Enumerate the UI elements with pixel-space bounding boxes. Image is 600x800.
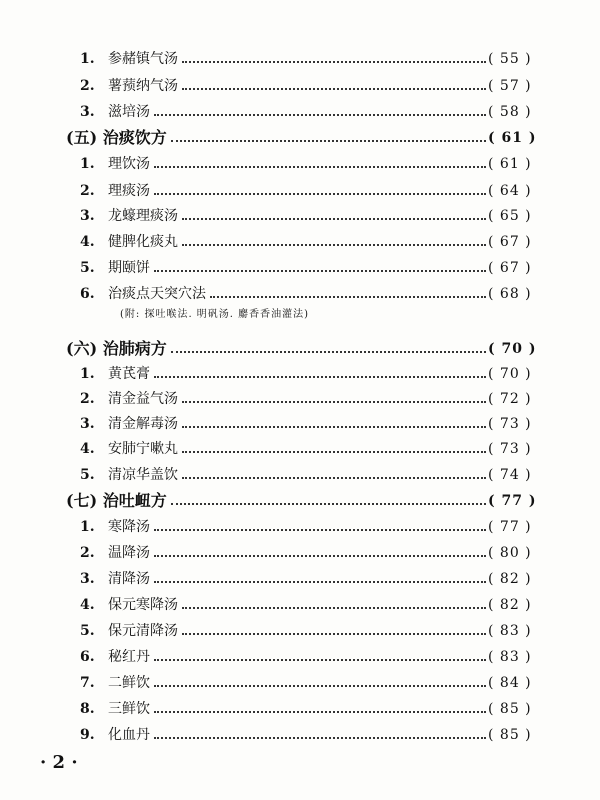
toc-entry [0, 229, 600, 255]
toc-entry [0, 618, 600, 644]
toc-entry [0, 255, 600, 281]
toc-section-title: (五) 治痰饮方 [66, 128, 167, 147]
dot-leader [182, 88, 486, 90]
toc-page-ref: ( 64 ) [488, 183, 532, 199]
toc-entry-number: 1. [80, 51, 95, 67]
toc-entry-number: 2. [80, 183, 95, 199]
toc-entry [0, 386, 600, 412]
toc-page-ref: ( 83 ) [488, 649, 532, 665]
dot-leader [171, 351, 486, 353]
toc-entry-number: 6. [80, 649, 95, 665]
toc-entry [0, 151, 600, 177]
toc-entry-title: 清凉华盖饮 [108, 467, 178, 483]
toc-entry-number: 5. [80, 467, 95, 483]
toc-entry [0, 644, 600, 670]
toc-entry-title: 期颐饼 [108, 260, 150, 276]
toc-entry-number: 3. [80, 208, 95, 224]
toc-entry [0, 361, 600, 387]
toc-entry [0, 436, 600, 462]
toc-page-ref: ( 70 ) [488, 341, 537, 357]
toc-entry-title: 秘红丹 [108, 649, 150, 665]
toc-section-heading [0, 336, 600, 362]
toc-entry-number: 5. [80, 260, 95, 276]
toc-page-ref: ( 84 ) [488, 675, 532, 691]
dot-leader [154, 737, 486, 739]
toc-entry-number: 4. [80, 234, 95, 250]
toc-entry [0, 411, 600, 437]
toc-entry [0, 566, 600, 592]
toc-page-ref: ( 67 ) [488, 234, 532, 250]
toc-page-ref: ( 85 ) [488, 701, 532, 717]
toc-entry-title: 滋培汤 [108, 104, 150, 120]
toc-entry-title: 寒降汤 [108, 519, 150, 535]
toc-entry [0, 46, 600, 72]
dot-leader [154, 376, 486, 378]
toc-entry-title: 三鲜饮 [108, 701, 150, 717]
toc-page-ref: ( 80 ) [488, 545, 532, 561]
toc-entry [0, 99, 600, 125]
dot-leader [171, 140, 486, 142]
toc-page-ref: ( 77 ) [488, 493, 537, 509]
dot-leader [210, 296, 486, 298]
toc-entry-number: 1. [80, 519, 95, 535]
dot-leader [182, 218, 486, 220]
toc-entry-title: 理饮汤 [108, 156, 150, 172]
dot-leader [154, 529, 486, 531]
toc-entry [0, 203, 600, 229]
toc-page-ref: ( 55 ) [488, 51, 532, 67]
toc-entry [0, 281, 600, 307]
toc-entry-title: 治痰点天突穴法 [108, 286, 206, 302]
toc-page-ref: ( 61 ) [488, 130, 537, 146]
toc-entry-number: 3. [80, 416, 95, 432]
toc-entry [0, 696, 600, 722]
toc-entry-number: 2. [80, 391, 95, 407]
toc-entry-title: 龙蠔理痰汤 [108, 208, 178, 224]
dot-leader [154, 555, 486, 557]
toc-entry [0, 178, 600, 204]
toc-section-title: (七) 治吐衄方 [66, 491, 167, 510]
toc-entry [0, 592, 600, 618]
dot-leader [171, 503, 486, 505]
toc-entry-title: 保元寒降汤 [108, 597, 178, 613]
toc-entry-number: 4. [80, 441, 95, 457]
toc-entry [0, 514, 600, 540]
dot-leader [154, 685, 486, 687]
toc-entry-number: 1. [80, 366, 95, 382]
toc-entry-title: 温降汤 [108, 545, 150, 561]
toc-entry [0, 722, 600, 748]
dot-leader [154, 114, 486, 116]
toc-page-ref: ( 57 ) [488, 78, 532, 94]
toc-entry-number: 7. [80, 675, 95, 691]
dot-leader [182, 633, 486, 635]
toc-page-ref: ( 72 ) [488, 391, 532, 407]
dot-leader [154, 711, 486, 713]
toc-entry-title: 黄芪膏 [108, 366, 150, 382]
toc-entry [0, 670, 600, 696]
toc-section-title: (六) 治肺病方 [66, 339, 167, 358]
dot-leader [154, 193, 486, 195]
dot-leader [182, 451, 486, 453]
toc-entry-title: 理痰汤 [108, 183, 150, 199]
toc-entry-number: 6. [80, 286, 95, 302]
toc-entry-title: 清降汤 [108, 571, 150, 587]
dot-leader [154, 659, 486, 661]
toc-entry-number: 8. [80, 701, 95, 717]
toc-entry-title: 保元清降汤 [108, 623, 178, 639]
toc-page-ref: ( 65 ) [488, 208, 532, 224]
toc-section-heading [0, 125, 600, 151]
dot-leader [182, 401, 486, 403]
dot-leader [182, 477, 486, 479]
dot-leader [182, 61, 486, 63]
toc-section-heading [0, 488, 600, 514]
toc-entry-title: 二鲜饮 [108, 675, 150, 691]
toc-page-ref: ( 70 ) [488, 366, 532, 382]
toc-page-ref: ( 73 ) [488, 441, 532, 457]
toc-entry-number: 2. [80, 78, 95, 94]
toc-entry-number: 1. [80, 156, 95, 172]
dot-leader [154, 581, 486, 583]
toc-entry-number: 4. [80, 597, 95, 613]
toc-page-ref: ( 61 ) [488, 156, 532, 172]
toc-entry-number: 5. [80, 623, 95, 639]
toc-page-ref: ( 73 ) [488, 416, 532, 432]
toc-page-ref: ( 77 ) [488, 519, 532, 535]
toc-entry [0, 73, 600, 99]
toc-page-ref: ( 82 ) [488, 571, 532, 587]
toc-entry-title: 健脾化痰丸 [108, 234, 178, 250]
toc-entry-title: 化血丹 [108, 727, 150, 743]
toc-entry [0, 462, 600, 488]
appendix-note: (附: 探吐喉法. 明矾汤. 麝香香油灌法) [120, 309, 310, 320]
toc-entry-number: 3. [80, 571, 95, 587]
page-number: · 2 · [40, 752, 78, 773]
toc-page-ref: ( 68 ) [488, 286, 532, 302]
toc-entry-title: 参赭镇气汤 [108, 51, 178, 67]
toc-entry-number: 3. [80, 104, 95, 120]
toc-entry-number: 2. [80, 545, 95, 561]
dot-leader [182, 607, 486, 609]
toc-page-ref: ( 74 ) [488, 467, 532, 483]
toc-entry-title: 安肺宁嗽丸 [108, 441, 178, 457]
dot-leader [182, 426, 486, 428]
toc-page-ref: ( 58 ) [488, 104, 532, 120]
toc-entry-title: 薯蓣纳气汤 [108, 78, 178, 94]
toc-entry-number: 9. [80, 727, 95, 743]
toc-page-ref: ( 82 ) [488, 597, 532, 613]
toc-entry [0, 540, 600, 566]
dot-leader [154, 270, 486, 272]
dot-leader [182, 244, 486, 246]
dot-leader [154, 166, 486, 168]
toc-entry-title: 清金解毒汤 [108, 416, 178, 432]
toc-page-ref: ( 85 ) [488, 727, 532, 743]
toc-page-ref: ( 83 ) [488, 623, 532, 639]
toc-page-ref: ( 67 ) [488, 260, 532, 276]
toc-entry-title: 清金益气汤 [108, 391, 178, 407]
